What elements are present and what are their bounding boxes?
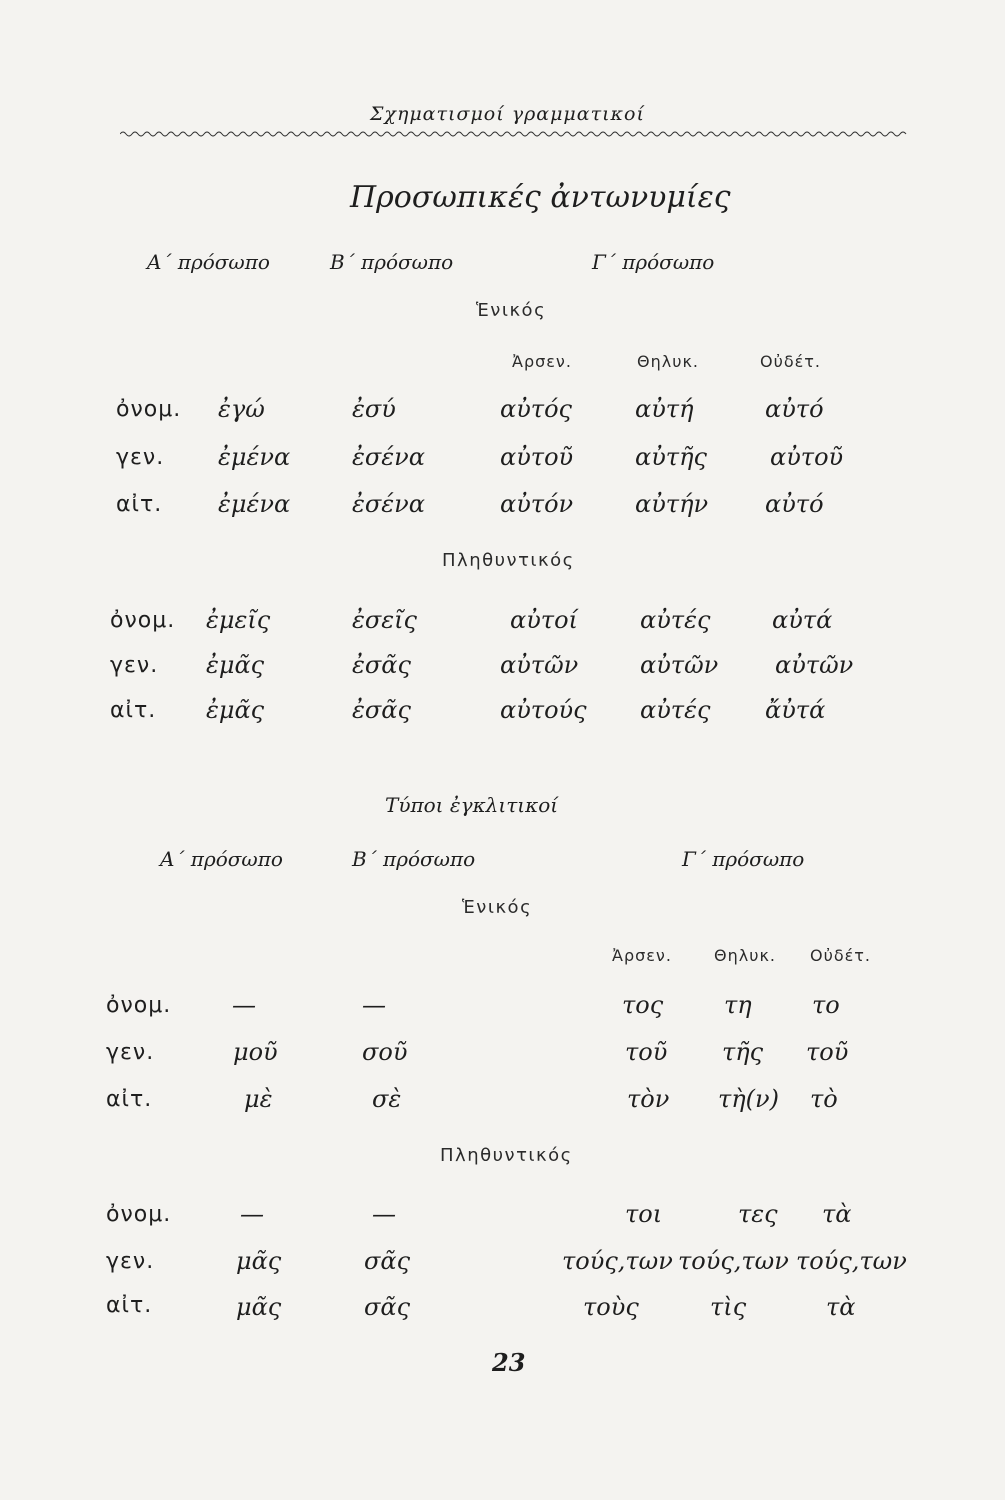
s2-gender-masc: Ἀρσεν. [612, 946, 672, 965]
table-cell: τὰ [826, 1293, 856, 1321]
table-cell: αὐτός [500, 395, 572, 423]
table-cell: μᾶς [236, 1247, 282, 1275]
table-cell: αὐτή [635, 395, 694, 423]
table-cell: ἐμένα [218, 443, 291, 471]
table-cell: μοῦ [233, 1038, 278, 1066]
table-cell: αὐτήν [635, 490, 709, 518]
section1-title: Προσωπικές ἀντωνυμίες [350, 180, 731, 215]
table-cell: τὸν [627, 1085, 670, 1113]
table-cell: ἐγώ [218, 395, 265, 423]
s2-person-2: Β΄ πρόσωπο [352, 847, 476, 871]
s2-plural-label: Πληθυντικός [440, 1145, 573, 1166]
table-cell: ἐμεῖς [206, 606, 271, 634]
table-cell: τὰ [822, 1200, 852, 1228]
s1-gender-masc: Ἀρσεν. [512, 352, 572, 371]
case-nom: ὀνομ. [106, 1202, 172, 1227]
table-cell: ἄὐτά [765, 696, 826, 724]
table-cell: σᾶς [364, 1247, 411, 1275]
table-cell: αὐτῆς [635, 443, 707, 471]
table-cell: ἐσεῖς [352, 606, 417, 634]
table-cell: αὐτοῦ [770, 443, 844, 471]
table-cell: αὐτές [640, 696, 711, 724]
table-cell: αὐτό [765, 395, 824, 423]
table-cell: ἐσᾶς [352, 651, 411, 679]
table-cell: τοῦ [625, 1038, 668, 1066]
case-gen: γεν. [106, 1040, 155, 1065]
case-acc: αἰτ. [106, 1087, 153, 1112]
table-cell: ἐσύ [352, 395, 396, 423]
s1-gender-neut: Οὐδέτ. [760, 352, 822, 371]
table-cell: αὐτῶν [775, 651, 854, 679]
case-acc: αἰτ. [106, 1293, 153, 1318]
table-cell: τούς,των [562, 1247, 673, 1275]
case-acc: αἰτ. [110, 698, 157, 723]
table-cell: — [372, 1200, 396, 1228]
s2-singular-label: Ἑνικός [462, 897, 533, 918]
table-cell: ἐμᾶς [206, 651, 265, 679]
table-cell: τοῦ [806, 1038, 849, 1066]
s2-gender-neut: Οὐδέτ. [810, 946, 872, 965]
table-cell: αὐτῶν [640, 651, 719, 679]
table-cell: τούς,των [678, 1247, 789, 1275]
table-cell: σοῦ [362, 1038, 408, 1066]
table-cell: τούς,των [796, 1247, 907, 1275]
case-nom: ὀνομ. [110, 608, 176, 633]
table-cell: τος [622, 991, 664, 1019]
case-acc: αἰτ. [116, 492, 163, 517]
table-cell: — [232, 991, 256, 1019]
table-cell: σᾶς [364, 1293, 411, 1321]
table-cell: αὐτοῦ [500, 443, 574, 471]
table-cell: αὐτόν [500, 490, 574, 518]
table-cell: τοὺς [583, 1293, 639, 1321]
s1-person-2: Β΄ πρόσωπο [330, 250, 454, 274]
table-cell: ἐσᾶς [352, 696, 411, 724]
table-cell: αὐτούς [500, 696, 587, 724]
table-cell: μᾶς [236, 1293, 282, 1321]
table-cell: ἐσένα [352, 490, 425, 518]
s2-gender-fem: Θηλυκ. [714, 946, 776, 965]
table-cell: ἐμένα [218, 490, 291, 518]
s2-person-3: Γ΄ πρόσωπο [682, 847, 805, 871]
s2-person-1: Α΄ πρόσωπο [160, 847, 283, 871]
section2-title: Τύποι ἐγκλιτικοί [385, 793, 559, 817]
table-cell: τες [738, 1200, 778, 1228]
table-cell: τὸ [810, 1085, 838, 1113]
s1-plural-label: Πληθυντικός [442, 550, 575, 571]
case-gen: γεν. [116, 445, 165, 470]
s1-singular-label: Ἑνικός [476, 300, 547, 321]
case-gen: γεν. [106, 1249, 155, 1274]
table-cell: σὲ [372, 1085, 402, 1113]
table-cell: το [812, 991, 840, 1019]
case-nom: ὀνομ. [116, 397, 182, 422]
wavy-rule [120, 128, 910, 140]
s1-gender-fem: Θηλυκ. [637, 352, 699, 371]
table-cell: αὐτῶν [500, 651, 579, 679]
table-cell: τὶς [710, 1293, 747, 1321]
table-cell: τῆς [722, 1038, 764, 1066]
case-nom: ὀνομ. [106, 993, 172, 1018]
table-cell: τη [724, 991, 752, 1019]
table-cell: ἐμᾶς [206, 696, 265, 724]
table-cell: — [362, 991, 386, 1019]
running-head: Σχηματισμοί γραμματικοί [370, 103, 645, 125]
table-cell: αὐτές [640, 606, 711, 634]
page-number: 23 [492, 1348, 526, 1377]
table-cell: τὴ(ν) [718, 1085, 779, 1113]
table-cell: αὐτό [765, 490, 824, 518]
table-cell: — [240, 1200, 264, 1228]
table-cell: αὐτά [772, 606, 833, 634]
table-cell: ἐσένα [352, 443, 425, 471]
s1-person-1: Α΄ πρόσωπο [147, 250, 270, 274]
case-gen: γεν. [110, 653, 159, 678]
s1-person-3: Γ΄ πρόσωπο [592, 250, 715, 274]
table-cell: αὐτοί [510, 606, 578, 634]
table-cell: μὲ [244, 1085, 273, 1113]
table-cell: τοι [625, 1200, 663, 1228]
